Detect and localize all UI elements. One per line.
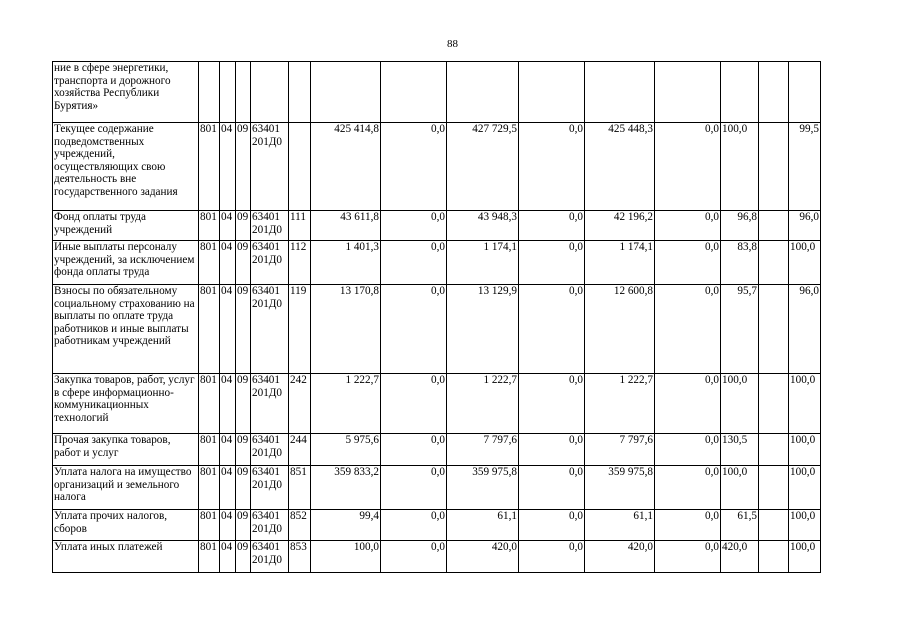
vr-cell: 851 <box>289 466 311 510</box>
blank-cell <box>759 374 789 434</box>
amount-cell: 0,0 <box>381 510 447 541</box>
amount-cell: 0,0 <box>381 241 447 285</box>
amount-cell: 13 129,9 <box>447 285 519 374</box>
amount-cell <box>585 62 655 123</box>
grbs-cell <box>199 62 220 123</box>
csr-cell: 63401 201Д0 <box>251 434 289 466</box>
row-name: Уплата иных платежей <box>53 541 199 573</box>
rz-cell: 04 <box>220 211 236 241</box>
amount-cell: 0,0 <box>655 374 721 434</box>
rz-cell: 04 <box>220 241 236 285</box>
amount-cell: 359 975,8 <box>447 466 519 510</box>
row-name: Фонд оплаты труда учреждений <box>53 211 199 241</box>
blank-cell <box>759 510 789 541</box>
pr-cell: 09 <box>236 510 251 541</box>
csr-cell: 63401 201Д0 <box>251 541 289 573</box>
table-row <box>53 62 821 123</box>
amount-cell: 0,0 <box>655 211 721 241</box>
rz-cell: 04 <box>220 466 236 510</box>
amount-cell: 0,0 <box>519 374 585 434</box>
blank-cell <box>759 241 789 285</box>
percent-cell <box>789 62 821 123</box>
blank-cell <box>759 123 789 211</box>
percent-cell: 61,5 <box>721 510 759 541</box>
amount-cell: 0,0 <box>519 510 585 541</box>
amount-cell: 0,0 <box>381 211 447 241</box>
rz-cell: 04 <box>220 541 236 573</box>
amount-cell <box>447 62 519 123</box>
percent-cell: 99,5 <box>789 123 821 211</box>
row-name: Взносы по обязательному социальному страхованию на выплаты по оплате труда работников и иные выплаты работникам учреждений <box>53 285 199 374</box>
amount-cell: 359 975,8 <box>585 466 655 510</box>
amount-cell: 100,0 <box>311 541 381 573</box>
amount-cell: 425 414,8 <box>311 123 381 211</box>
amount-cell: 0,0 <box>655 466 721 510</box>
rz-cell <box>220 62 236 123</box>
table-row <box>53 466 821 510</box>
grbs-cell: 801 <box>199 285 220 374</box>
percent-cell: 100,0 <box>789 541 821 573</box>
vr-cell: 119 <box>289 285 311 374</box>
percent-cell: 96,0 <box>789 285 821 374</box>
percent-cell: 95,7 <box>721 285 759 374</box>
grbs-cell: 801 <box>199 541 220 573</box>
vr-cell <box>289 123 311 211</box>
rz-cell: 04 <box>220 434 236 466</box>
csr-cell: 63401 201Д0 <box>251 374 289 434</box>
percent-cell <box>721 62 759 123</box>
csr-cell: 63401 201Д0 <box>251 241 289 285</box>
row-name: Текущее содержание подведомственных учреждений, осуществляющих свою деятельность вне государственного задания <box>53 123 199 211</box>
amount-cell: 13 170,8 <box>311 285 381 374</box>
amount-cell: 425 448,3 <box>585 123 655 211</box>
amount-cell: 5 975,6 <box>311 434 381 466</box>
csr-cell: 63401 201Д0 <box>251 510 289 541</box>
amount-cell: 0,0 <box>519 241 585 285</box>
amount-cell: 1 222,7 <box>311 374 381 434</box>
amount-cell <box>519 62 585 123</box>
percent-cell: 130,5 <box>721 434 759 466</box>
pr-cell <box>236 62 251 123</box>
amount-cell <box>311 62 381 123</box>
amount-cell: 7 797,6 <box>447 434 519 466</box>
rz-cell: 04 <box>220 285 236 374</box>
pr-cell: 09 <box>236 541 251 573</box>
row-name: Уплата прочих налогов, сборов <box>53 510 199 541</box>
amount-cell: 0,0 <box>381 466 447 510</box>
amount-cell <box>655 62 721 123</box>
percent-cell: 96,8 <box>721 211 759 241</box>
table-row <box>53 241 821 285</box>
amount-cell: 61,1 <box>585 510 655 541</box>
amount-cell: 99,4 <box>311 510 381 541</box>
amount-cell: 0,0 <box>655 434 721 466</box>
table-body <box>53 62 821 573</box>
percent-cell: 100,0 <box>789 241 821 285</box>
row-name: Прочая закупка товаров, работ и услуг <box>53 434 199 466</box>
csr-cell <box>251 62 289 123</box>
amount-cell: 0,0 <box>655 241 721 285</box>
grbs-cell: 801 <box>199 241 220 285</box>
amount-cell: 0,0 <box>381 374 447 434</box>
table-row <box>53 434 821 466</box>
budget-table <box>52 61 821 573</box>
amount-cell <box>381 62 447 123</box>
csr-cell: 63401 201Д0 <box>251 466 289 510</box>
table-row <box>53 541 821 573</box>
vr-cell: 244 <box>289 434 311 466</box>
blank-cell <box>759 541 789 573</box>
pr-cell: 09 <box>236 241 251 285</box>
amount-cell: 1 401,3 <box>311 241 381 285</box>
pr-cell: 09 <box>236 285 251 374</box>
csr-cell: 63401 201Д0 <box>251 285 289 374</box>
grbs-cell: 801 <box>199 510 220 541</box>
rz-cell: 04 <box>220 123 236 211</box>
amount-cell: 0,0 <box>519 123 585 211</box>
table-row <box>53 285 821 374</box>
amount-cell: 0,0 <box>655 123 721 211</box>
page-number: 88 <box>447 38 458 50</box>
amount-cell: 0,0 <box>519 285 585 374</box>
amount-cell: 0,0 <box>381 123 447 211</box>
blank-cell <box>759 62 789 123</box>
amount-cell: 0,0 <box>655 510 721 541</box>
table-row <box>53 211 821 241</box>
vr-cell: 111 <box>289 211 311 241</box>
percent-cell: 100,0 <box>721 123 759 211</box>
blank-cell <box>759 211 789 241</box>
amount-cell: 1 222,7 <box>585 374 655 434</box>
amount-cell: 1 222,7 <box>447 374 519 434</box>
vr-cell: 112 <box>289 241 311 285</box>
blank-cell <box>759 285 789 374</box>
row-name: ние в сфере энергетики, транспорта и дорожного хозяйства Республики Бурятия» <box>53 62 199 123</box>
amount-cell: 0,0 <box>519 466 585 510</box>
pr-cell: 09 <box>236 211 251 241</box>
vr-cell: 852 <box>289 510 311 541</box>
amount-cell: 420,0 <box>447 541 519 573</box>
vr-cell <box>289 62 311 123</box>
grbs-cell: 801 <box>199 434 220 466</box>
table-row <box>53 123 821 211</box>
amount-cell: 1 174,1 <box>585 241 655 285</box>
amount-cell: 61,1 <box>447 510 519 541</box>
rz-cell: 04 <box>220 510 236 541</box>
percent-cell: 100,0 <box>789 374 821 434</box>
amount-cell: 43 611,8 <box>311 211 381 241</box>
amount-cell: 420,0 <box>585 541 655 573</box>
percent-cell: 100,0 <box>789 466 821 510</box>
percent-cell: 100,0 <box>789 434 821 466</box>
amount-cell: 0,0 <box>519 434 585 466</box>
amount-cell: 42 196,2 <box>585 211 655 241</box>
percent-cell: 100,0 <box>789 510 821 541</box>
amount-cell: 359 833,2 <box>311 466 381 510</box>
table-row <box>53 374 821 434</box>
amount-cell: 0,0 <box>381 434 447 466</box>
vr-cell: 242 <box>289 374 311 434</box>
percent-cell: 100,0 <box>721 466 759 510</box>
amount-cell: 43 948,3 <box>447 211 519 241</box>
amount-cell: 0,0 <box>655 285 721 374</box>
table-row <box>53 510 821 541</box>
rz-cell: 04 <box>220 374 236 434</box>
amount-cell: 0,0 <box>381 285 447 374</box>
amount-cell: 427 729,5 <box>447 123 519 211</box>
amount-cell: 12 600,8 <box>585 285 655 374</box>
grbs-cell: 801 <box>199 123 220 211</box>
blank-cell <box>759 434 789 466</box>
pr-cell: 09 <box>236 434 251 466</box>
amount-cell: 0,0 <box>381 541 447 573</box>
blank-cell <box>759 466 789 510</box>
amount-cell: 0,0 <box>655 541 721 573</box>
pr-cell: 09 <box>236 374 251 434</box>
percent-cell: 100,0 <box>721 374 759 434</box>
csr-cell: 63401 201Д0 <box>251 211 289 241</box>
percent-cell: 96,0 <box>789 211 821 241</box>
row-name: Иные выплаты персоналу учреждений, за исключением фонда оплаты труда <box>53 241 199 285</box>
csr-cell: 63401 201Д0 <box>251 123 289 211</box>
percent-cell: 83,8 <box>721 241 759 285</box>
pr-cell: 09 <box>236 466 251 510</box>
amount-cell: 7 797,6 <box>585 434 655 466</box>
pr-cell: 09 <box>236 123 251 211</box>
row-name: Закупка товаров, работ, услуг в сфере информационно-коммуникационных технологий <box>53 374 199 434</box>
percent-cell: 420,0 <box>721 541 759 573</box>
row-name: Уплата налога на имущество организаций и земельного налога <box>53 466 199 510</box>
grbs-cell: 801 <box>199 466 220 510</box>
vr-cell: 853 <box>289 541 311 573</box>
amount-cell: 1 174,1 <box>447 241 519 285</box>
amount-cell: 0,0 <box>519 211 585 241</box>
grbs-cell: 801 <box>199 374 220 434</box>
amount-cell: 0,0 <box>519 541 585 573</box>
grbs-cell: 801 <box>199 211 220 241</box>
